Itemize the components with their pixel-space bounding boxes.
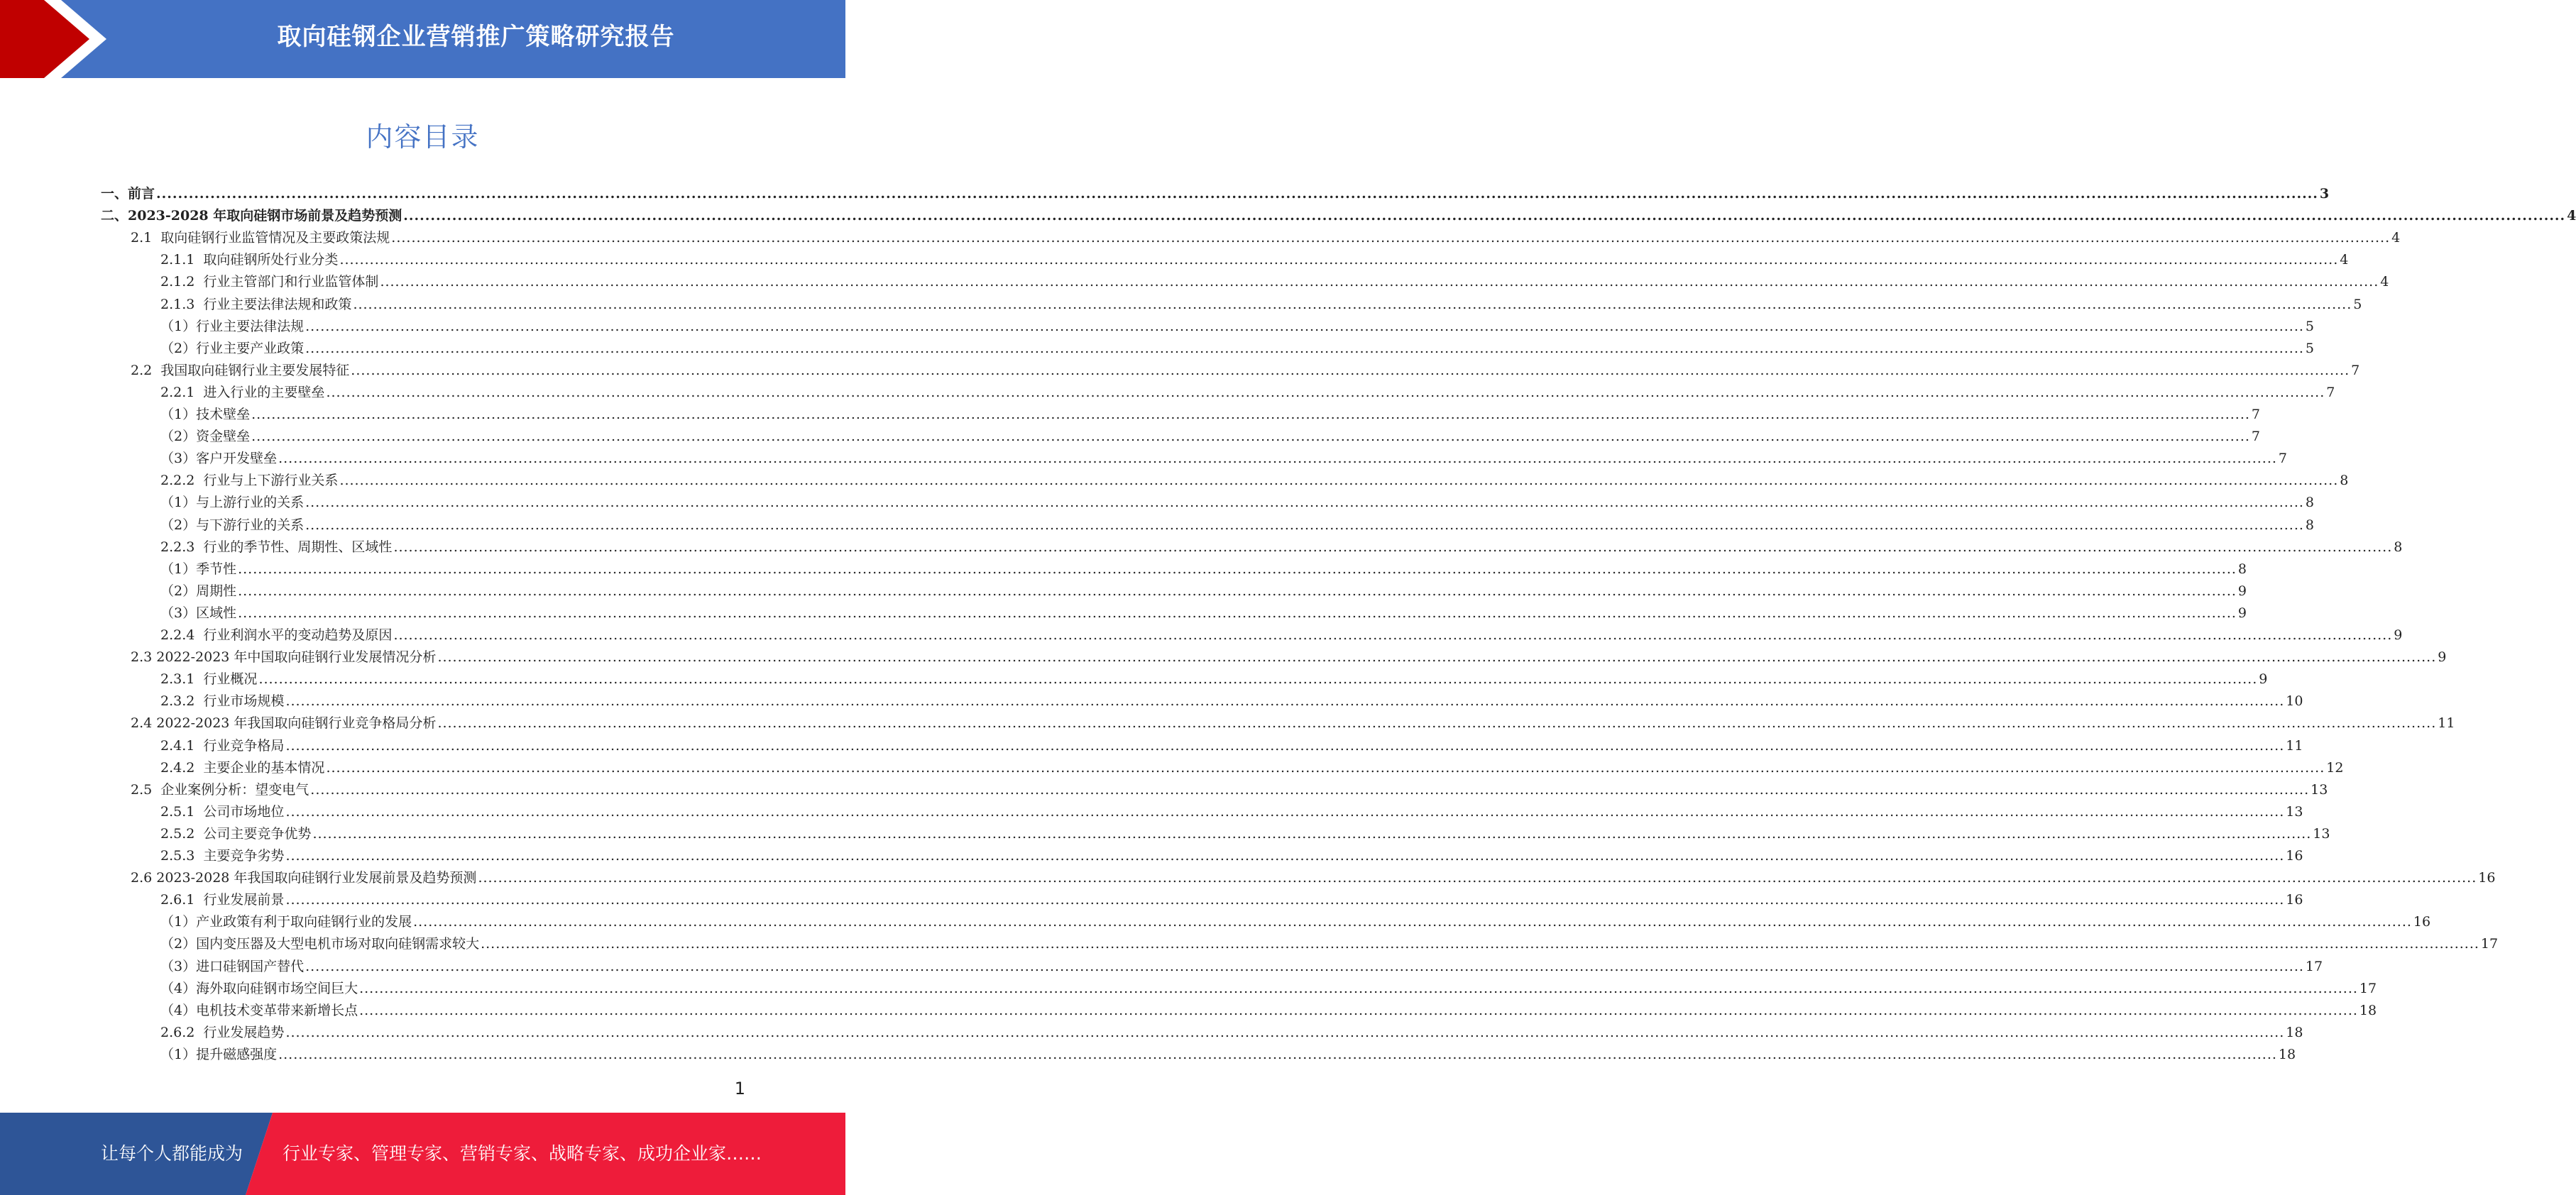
toc-entry-page: 8 (2340, 473, 2349, 489)
toc-entry[interactable] (160, 246, 2349, 268)
toc-entry-page: 18 (2286, 1024, 2303, 1040)
toc-entry-title: 2.4.1 行业竞争格局 (160, 737, 285, 754)
toc-entry[interactable] (160, 466, 2349, 489)
toc-heading: 内容目录 (366, 121, 480, 153)
toc-leader-dots: ................................................................................................................................................................................................................................................................................................................................................................................................................ (353, 296, 2352, 312)
toc-entry-page: 5 (2305, 340, 2315, 356)
toc-leader-dots: ................................................................................................................................................................................................................................................................................................................................................................................................................ (285, 737, 2285, 754)
toc-entry-title: 2.2.4 行业利润水平的变动趋势及原因 (160, 627, 393, 643)
toc-entry-title: 2.5.3 主要竞争劣势 (160, 848, 285, 864)
toc-entry-title: 2.5.2 公司主要竞争优势 (160, 825, 312, 842)
toc-entry[interactable] (160, 599, 2247, 621)
toc-entry[interactable] (131, 776, 2328, 798)
toc-entry-page: 9 (2394, 627, 2403, 643)
toc-leader-dots: ................................................................................................................................................................................................................................................................................................................................................................................................................ (278, 451, 2277, 467)
toc-leader-dots: ................................................................................................................................................................................................................................................................................................................................................................................................................ (278, 1046, 2277, 1062)
toc-entry[interactable] (131, 643, 2447, 666)
page-number: 1 (734, 1079, 745, 1098)
toc-entry-page: 7 (2351, 362, 2360, 378)
toc-entry-title: 2.1.1 取向硅钢所处行业分类 (160, 252, 339, 268)
toc-leader-dots: ................................................................................................................................................................................................................................................................................................................................................................................................................ (437, 649, 2437, 666)
toc-entry[interactable] (160, 974, 2377, 996)
header-bar (0, 0, 845, 78)
toc-entry-title: 2.1 取向硅钢行业监管情况及主要政策法规 (131, 230, 390, 246)
toc-entry-title: 2.6 2023-2028 年我国取向硅钢行业发展前景及趋势预测 (131, 870, 477, 886)
toc-entry-page: 13 (2313, 825, 2330, 842)
toc-entry-title: 2.2.3 行业的季节性、周期性、区域性 (160, 539, 393, 555)
toc-entry-title: （4）电机技术变革带来新增长点 (160, 1002, 358, 1018)
toc-entry-title: （3）区域性 (160, 605, 237, 621)
toc-entry-title: （1）提升磁感强度 (160, 1046, 278, 1062)
toc-entry[interactable] (131, 864, 2496, 886)
toc-entry-page: 11 (2286, 737, 2303, 754)
toc-entry[interactable] (101, 202, 2576, 224)
toc-entry-page: 3 (2319, 186, 2330, 202)
toc-entry-title: 2.5.1 公司市场地位 (160, 803, 285, 820)
toc-entry-page: 17 (2359, 980, 2377, 996)
toc-entry-title: 2.2.2 行业与上下游行业关系 (160, 473, 339, 489)
toc-entry-page: 4 (2380, 274, 2389, 290)
toc-leader-dots: ................................................................................................................................................................................................................................................................................................................................................................................................................ (285, 892, 2285, 908)
toc-entry-page: 9 (2237, 583, 2247, 599)
toc-entry[interactable] (160, 290, 2362, 312)
toc-entry[interactable] (160, 444, 2288, 467)
toc-leader-dots: ................................................................................................................................................................................................................................................................................................................................................................................................................ (238, 583, 2237, 599)
toc-leader-dots: ................................................................................................................................................................................................................................................................................................................................................................................................................ (380, 274, 2379, 290)
toc-entry-page: 13 (2286, 803, 2303, 820)
toc-entry[interactable] (160, 378, 2335, 400)
toc-entry[interactable] (101, 180, 2330, 202)
toc-entry-page: 4 (2340, 252, 2349, 268)
toc-entry[interactable] (131, 224, 2401, 246)
arrow-chevron-icon (0, 0, 114, 78)
toc-entry[interactable] (160, 798, 2303, 820)
toc-entry-title: （2）与下游行业的关系 (160, 517, 305, 533)
toc-entry-title: 2.1.3 行业主要法律法规和政策 (160, 296, 352, 312)
toc-entry-page: 7 (2326, 384, 2335, 400)
toc-entry-page: 16 (2413, 914, 2431, 930)
toc-entry-page: 8 (2237, 561, 2247, 577)
toc-entry-page: 16 (2478, 870, 2496, 886)
toc-entry-title: 二、2023-2028 年取向硅钢市场前景及趋势预测 (101, 208, 402, 224)
toc-entry-page: 16 (2286, 848, 2303, 864)
toc-entry-page: 18 (2278, 1046, 2296, 1062)
toc-entry-page: 7 (2278, 451, 2288, 467)
toc-entry-title: （2）周期性 (160, 583, 237, 599)
toc-entry-page: 9 (2438, 649, 2447, 666)
toc-leader-dots: ................................................................................................................................................................................................................................................................................................................................................................................................................ (359, 1002, 2358, 1018)
toc-entry-title: 2.3.1 行业概况 (160, 671, 258, 688)
toc-entry-title: 2.4 2022-2023 年我国取向硅钢行业竞争格局分析 (131, 715, 437, 732)
toc-entry-page: 8 (2394, 539, 2403, 555)
toc-leader-dots: ................................................................................................................................................................................................................................................................................................................................................................................................................ (156, 186, 2318, 202)
toc-leader-dots: ................................................................................................................................................................................................................................................................................................................................................................................................................ (305, 340, 2304, 356)
toc-entry-title: 2.2.1 进入行业的主要壁垒 (160, 384, 325, 400)
toc-leader-dots: ................................................................................................................................................................................................................................................................................................................................................................................................................ (258, 671, 2258, 688)
toc-entry[interactable] (160, 268, 2389, 290)
toc-leader-dots: ................................................................................................................................................................................................................................................................................................................................................................................................................ (437, 715, 2437, 732)
report-title: 取向硅钢企业营销推广策略研究报告 (277, 23, 675, 51)
toc-entry-title: （2）资金壁垒 (160, 429, 251, 445)
toc-entry-title: （1）技术壁垒 (160, 407, 251, 422)
toc-leader-dots: ................................................................................................................................................................................................................................................................................................................................................................................................................ (251, 407, 2250, 422)
toc-entry[interactable] (160, 754, 2344, 776)
toc-leader-dots: ................................................................................................................................................................................................................................................................................................................................................................................................................ (481, 936, 2479, 952)
toc-leader-dots: ................................................................................................................................................................................................................................................................................................................................................................................................................ (305, 958, 2304, 974)
toc-entry[interactable] (160, 665, 2268, 688)
toc-leader-dots: ................................................................................................................................................................................................................................................................................................................................................................................................................ (391, 230, 2391, 246)
toc-entry-title: （3）客户开发壁垒 (160, 451, 278, 467)
toc-entry[interactable] (160, 886, 2303, 908)
toc-entry-page: 8 (2305, 495, 2315, 511)
toc-leader-dots: ................................................................................................................................................................................................................................................................................................................................................................................................................ (285, 848, 2285, 864)
toc-entry-title: （1）与上游行业的关系 (160, 495, 305, 511)
toc-entry[interactable] (160, 511, 2315, 533)
toc-leader-dots: ................................................................................................................................................................................................................................................................................................................................................................................................................ (285, 693, 2285, 710)
toc-leader-dots: ................................................................................................................................................................................................................................................................................................................................................................................................................ (305, 517, 2304, 533)
toc-entry-page: 13 (2311, 781, 2328, 798)
toc-entry-page: 5 (2305, 318, 2315, 334)
toc-entry[interactable] (160, 908, 2431, 930)
toc-entry-page: 18 (2359, 1002, 2377, 1018)
toc-leader-dots: ................................................................................................................................................................................................................................................................................................................................................................................................................ (238, 561, 2237, 577)
toc-entry-title: 2.6.1 行业发展前景 (160, 892, 285, 908)
footer-slogan-left: 让每个人都能成为 (101, 1143, 243, 1164)
toc-leader-dots: ................................................................................................................................................................................................................................................................................................................................................................................................................ (326, 384, 2325, 400)
toc-entry-page: 17 (2480, 936, 2499, 952)
toc-entry-page: 12 (2326, 759, 2344, 776)
toc-entry-title: （1）季节性 (160, 561, 237, 577)
toc-entry-page: 9 (2259, 671, 2268, 688)
toc-entry-page: 8 (2305, 517, 2315, 533)
toc-leader-dots: ................................................................................................................................................................................................................................................................................................................................................................................................................ (285, 1024, 2285, 1040)
toc-entry-title: （2）行业主要产业政策 (160, 340, 305, 356)
toc-leader-dots: ................................................................................................................................................................................................................................................................................................................................................................................................................ (393, 627, 2393, 643)
toc-leader-dots: ................................................................................................................................................................................................................................................................................................................................................................................................................ (403, 208, 2566, 224)
toc-entry[interactable] (160, 996, 2377, 1018)
toc-entry[interactable] (160, 820, 2330, 842)
toc-leader-dots: ................................................................................................................................................................................................................................................................................................................................................................................................................ (238, 605, 2237, 621)
toc-entry-page: 7 (2251, 429, 2261, 445)
toc-entry[interactable] (160, 952, 2323, 974)
toc-entry[interactable] (160, 422, 2261, 445)
toc-entry-page: 9 (2237, 605, 2247, 621)
toc-entry[interactable] (160, 732, 2303, 754)
toc-entry-page: 5 (2353, 296, 2362, 312)
footer-slogan-right: 行业专家、管理专家、营销专家、战略专家、成功企业家…… (283, 1143, 762, 1164)
toc-entry-title: （2）国内变压器及大型电机市场对取向硅钢需求较大 (160, 936, 480, 952)
toc-entry-page: 4 (2391, 230, 2401, 246)
toc-entry-title: （1）行业主要法律法规 (160, 318, 305, 334)
toc-entry[interactable] (160, 400, 2261, 422)
toc-leader-dots: ................................................................................................................................................................................................................................................................................................................................................................................................................ (413, 914, 2412, 930)
toc-leader-dots: ................................................................................................................................................................................................................................................................................................................................................................................................................ (310, 781, 2310, 798)
toc-leader-dots: ................................................................................................................................................................................................................................................................................................................................................................................................................ (339, 252, 2339, 268)
toc-entry[interactable] (160, 577, 2247, 599)
toc-leader-dots: ................................................................................................................................................................................................................................................................................................................................................................................................................ (359, 980, 2358, 996)
toc-entry-page: 17 (2305, 958, 2323, 974)
toc-entry[interactable] (160, 842, 2303, 864)
toc-entry-page: 4 (2567, 208, 2576, 224)
toc-entry-title: 2.3 2022-2023 年中国取向硅钢行业发展情况分析 (131, 649, 437, 666)
toc-leader-dots: ................................................................................................................................................................................................................................................................................................................................................................................................................ (478, 870, 2477, 886)
toc-entry[interactable] (160, 1018, 2303, 1040)
toc-entry[interactable] (160, 555, 2247, 577)
toc-entry[interactable] (160, 334, 2315, 356)
toc-entry-title: 2.1.2 行业主管部门和行业监管体制 (160, 274, 379, 290)
toc-entry[interactable] (160, 1040, 2296, 1062)
footer-banner (0, 1113, 845, 1195)
toc-leader-dots: ................................................................................................................................................................................................................................................................................................................................................................................................................ (285, 803, 2285, 820)
toc-entry-page: 16 (2286, 892, 2303, 908)
toc-entry-title: 2.6.2 行业发展趋势 (160, 1024, 285, 1040)
toc-entry-title: （1）产业政策有利于取向硅钢行业的发展 (160, 914, 412, 930)
toc-entry[interactable] (160, 687, 2303, 710)
toc-entry[interactable] (160, 533, 2403, 555)
toc-entry-page: 10 (2286, 693, 2303, 710)
toc-leader-dots: ................................................................................................................................................................................................................................................................................................................................................................................................................ (326, 759, 2325, 776)
toc-entry-title: 2.5 企业案例分析：望变电气 (131, 781, 309, 798)
toc-entry[interactable] (131, 356, 2360, 378)
toc-leader-dots: ................................................................................................................................................................................................................................................................................................................................................................................................................ (305, 318, 2304, 334)
toc-entry-title: 2.4.2 主要企业的基本情况 (160, 759, 325, 776)
toc-entry-title: （3）进口硅钢国产替代 (160, 958, 305, 974)
toc-entry[interactable] (160, 621, 2403, 643)
toc-entry-page: 7 (2251, 407, 2261, 422)
toc-leader-dots: ................................................................................................................................................................................................................................................................................................................................................................................................................ (393, 539, 2393, 555)
toc-entry[interactable] (131, 709, 2455, 732)
toc-entry-title: 一、前言 (101, 186, 155, 202)
toc-entry[interactable] (160, 312, 2315, 334)
toc-leader-dots: ................................................................................................................................................................................................................................................................................................................................................................................................................ (312, 825, 2312, 842)
toc-entry-title: （4）海外取向硅钢市场空间巨大 (160, 980, 358, 996)
toc-leader-dots: ................................................................................................................................................................................................................................................................................................................................................................................................................ (351, 362, 2350, 378)
toc-leader-dots: ................................................................................................................................................................................................................................................................................................................................................................................................................ (251, 429, 2250, 445)
toc-entry-page: 11 (2438, 715, 2455, 732)
toc-entry-title: 2.2 我国取向硅钢行业主要发展特征 (131, 362, 350, 378)
toc-leader-dots: ................................................................................................................................................................................................................................................................................................................................................................................................................ (305, 495, 2304, 511)
toc-entry-title: 2.3.2 行业市场规模 (160, 693, 285, 710)
toc-entry[interactable] (160, 488, 2315, 511)
toc-leader-dots: ................................................................................................................................................................................................................................................................................................................................................................................................................ (339, 473, 2339, 489)
toc-entry[interactable] (160, 930, 2499, 952)
